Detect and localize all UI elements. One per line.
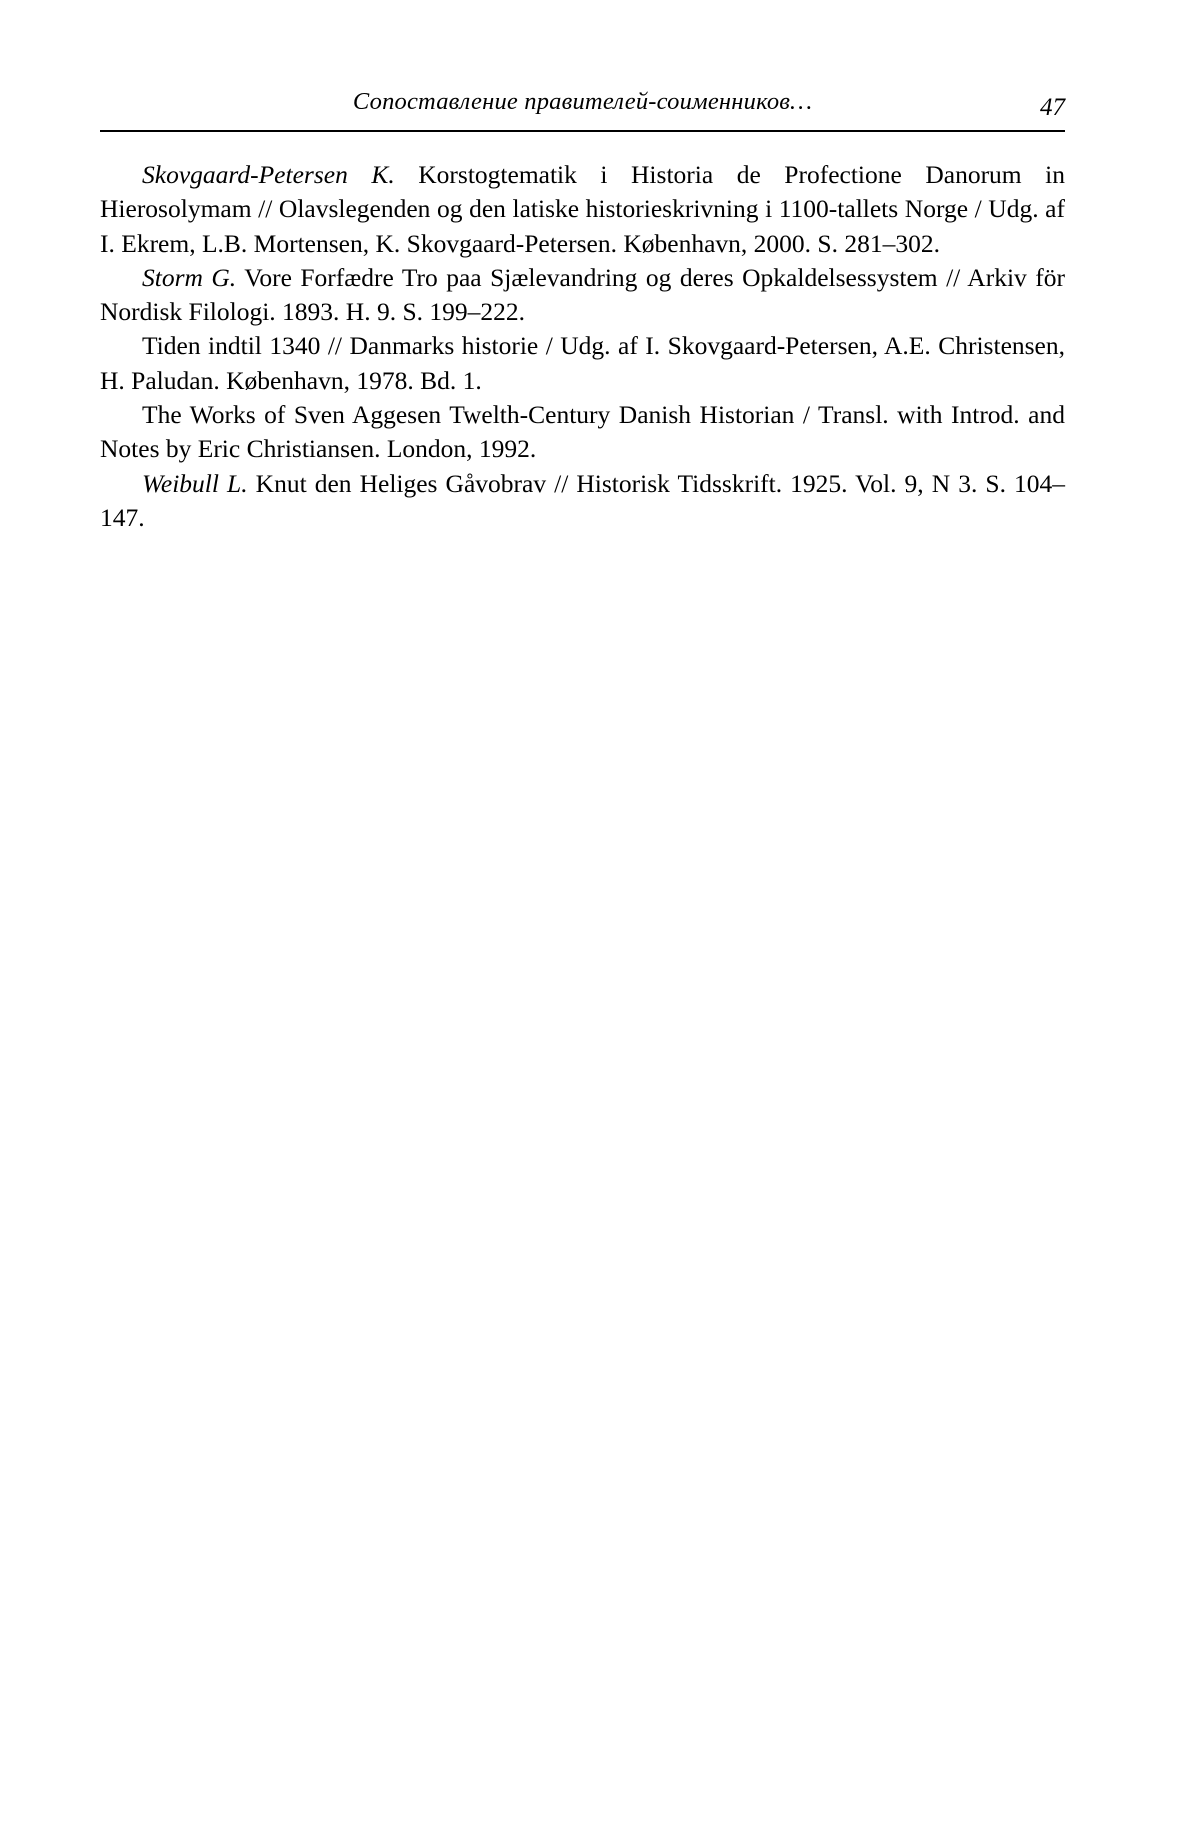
reference-entry — [100, 398, 1065, 467]
page-number: 47 — [1040, 94, 1065, 121]
reference-entry — [100, 329, 1065, 398]
running-title: Сопоставление правителей-соименников… — [352, 88, 813, 115]
reference-entry — [100, 158, 1065, 261]
reference-text: Vore Forfædre Tro paa Sjælevandring og deres Opkaldelsessystem // Arkiv för Nordisk Filologi. 1893. H. 9. S. 199–222. — [100, 262, 1065, 327]
reference-entry — [100, 261, 1065, 330]
reference-list — [100, 158, 1065, 535]
reference-text: Knut den Heliges Gåvobrav // Historisk Tidsskrift. 1925. Vol. 9, N 3. S. 104–147. — [100, 468, 1065, 532]
reference-text: Tiden indtil 1340 // Danmarks historie / Udg. af I. Skovgaard-Petersen, A.E. Christensen, H. Paludan. København, 1978. Bd. 1. — [100, 331, 1065, 395]
page-content — [100, 88, 1065, 535]
reference-text: Korstogtematik i Historia de Profectione Danorum in Hierosolymam // Olavslegenden og den latiske historieskrivning i 1100-tallets Norge / Udg. af I. Ekrem, L.B. Mortensen, K. Skovgaard-Petersen. København, 2000. S. 281–302. — [100, 160, 1066, 258]
reference-text: The Works of Sven Aggesen Twelth-Century Danish Historian / Transl. with Introd. and Notes by Eric Christiansen. London, 1992. — [100, 400, 1065, 464]
running-head — [100, 88, 1065, 122]
reference-author: Skovgaard-Petersen K. — [142, 160, 395, 189]
reference-author: Storm G. — [142, 262, 237, 292]
reference-author: Weibull L. — [142, 468, 248, 498]
header-rule — [100, 130, 1065, 132]
reference-entry — [100, 467, 1065, 536]
